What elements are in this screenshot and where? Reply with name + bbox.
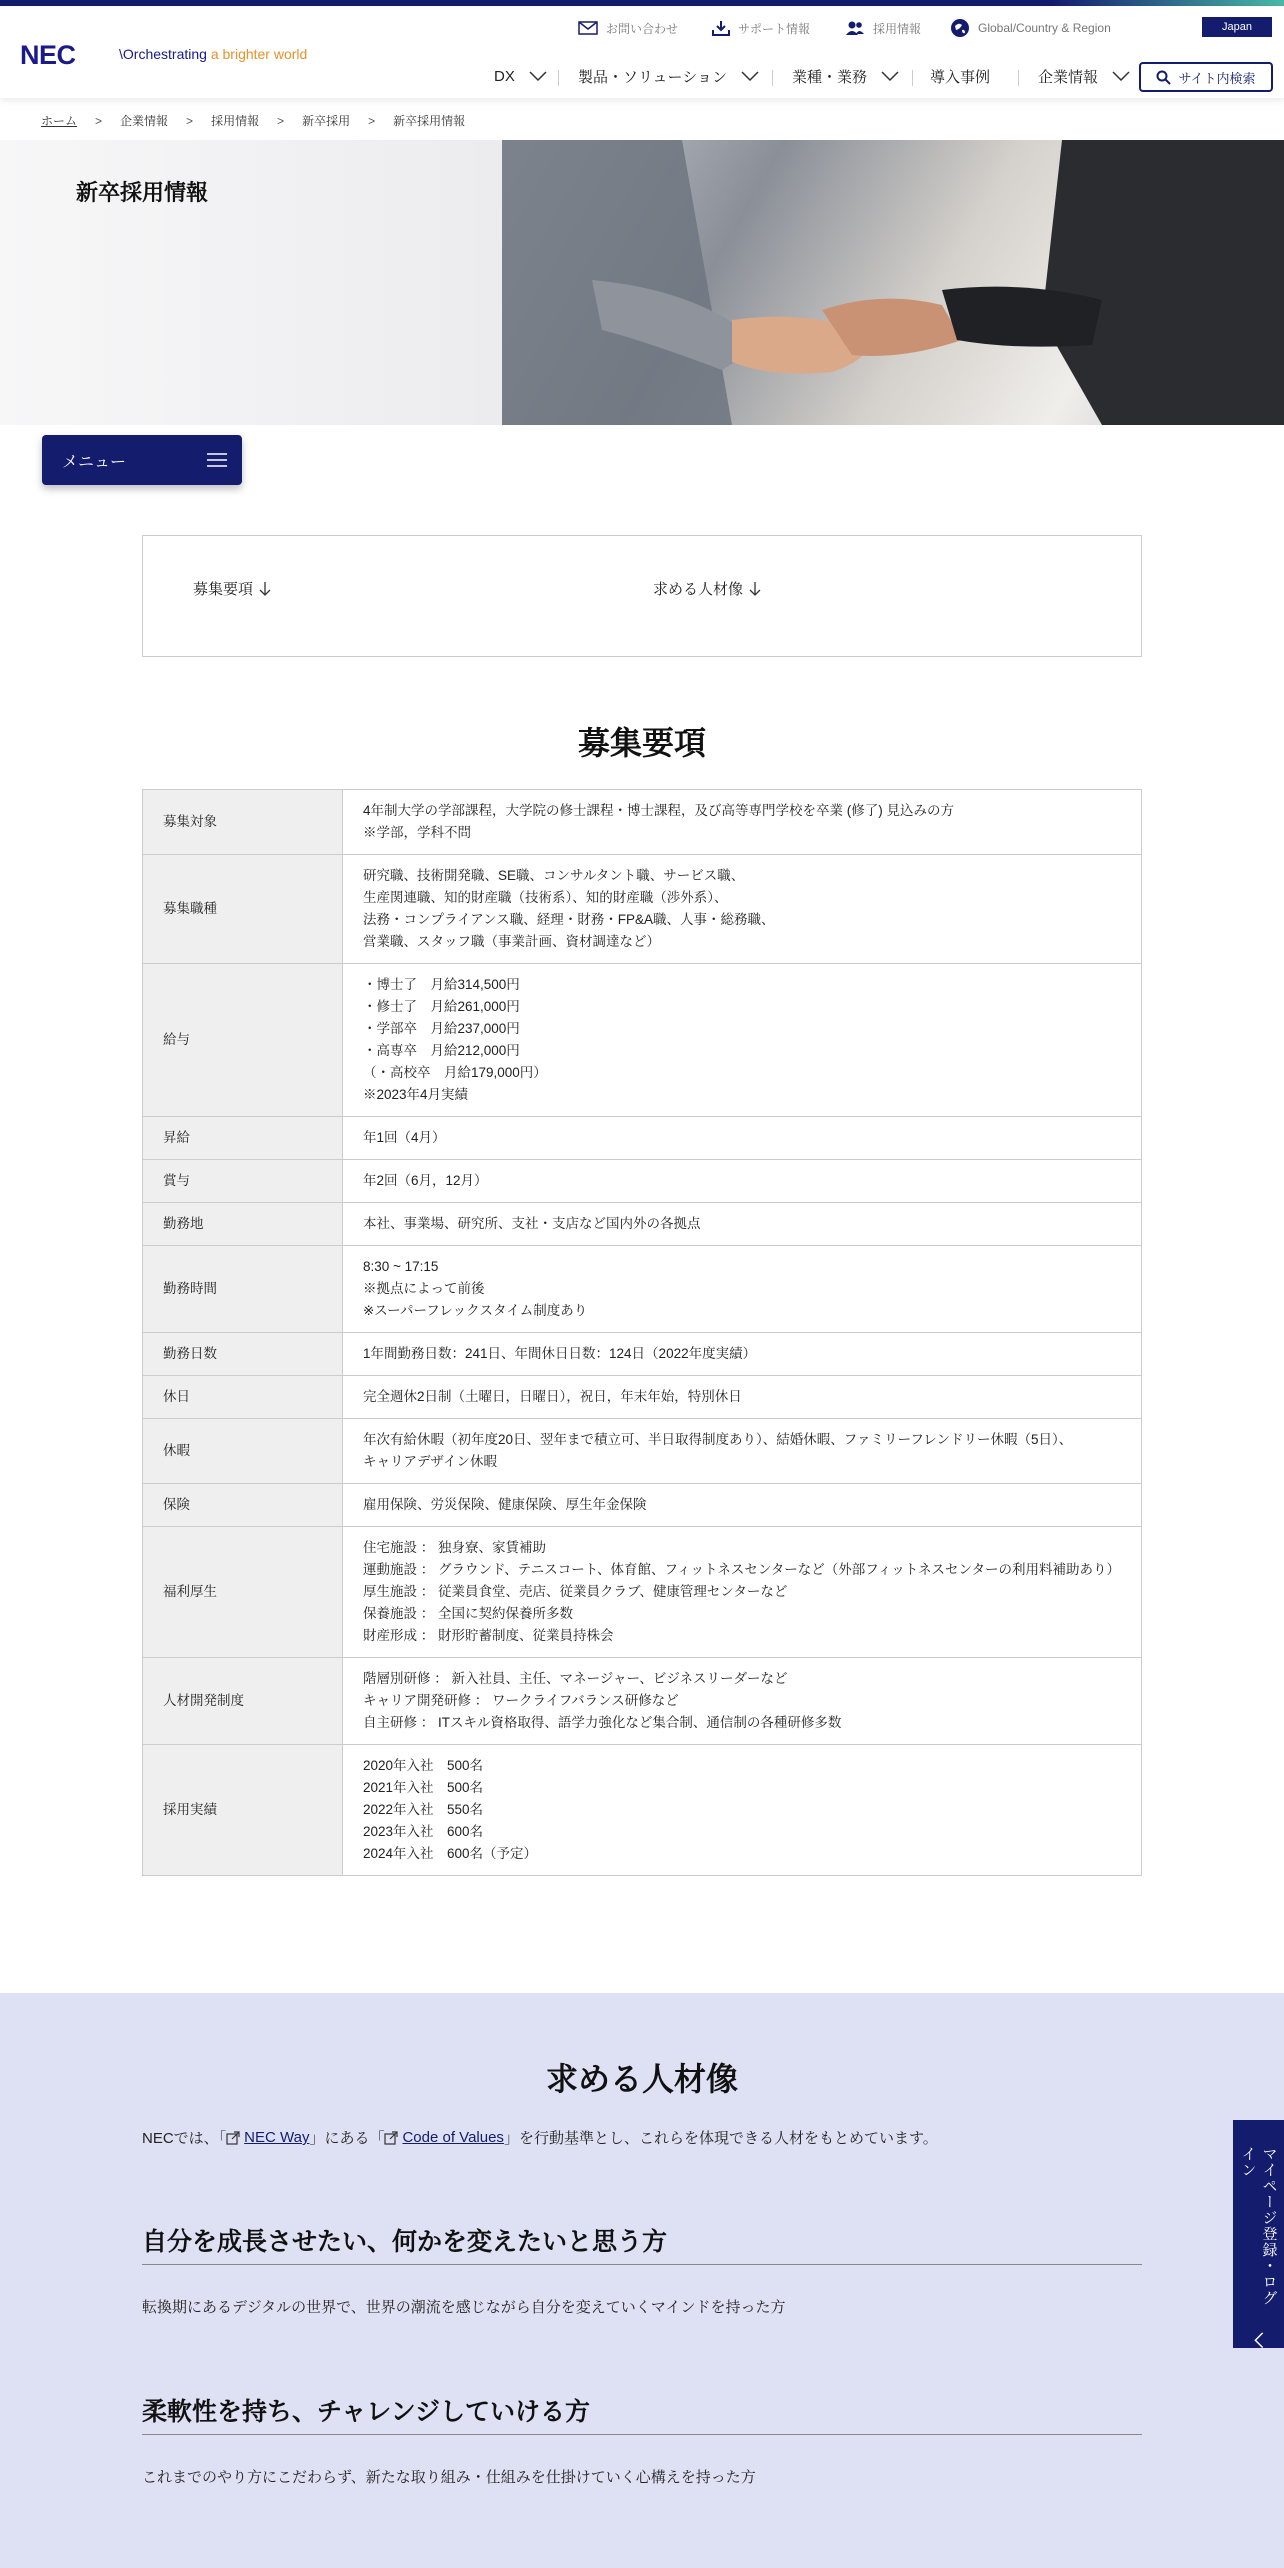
nav-dx[interactable]: [494, 62, 547, 90]
menu-button[interactable]: [42, 435, 242, 485]
nav-products-label: 製品・ソリューション: [578, 68, 727, 86]
table-row: [143, 1246, 1142, 1333]
hero-title: 新卒採用情報: [76, 180, 209, 205]
chevron-down-icon: [881, 71, 899, 81]
row-value: 研究職、技術開発職、SE職、コンサルタント職、サービス職、 生産関連職、知的財産職（技術系）、知的財産職（渉外系）、 法務・コンプライアンス職、経理・財務・FP&A職、人事・総務職、 営業職、スタッフ職（事業計画、資材調達など）: [343, 855, 1142, 964]
row-header: 賞与: [143, 1160, 343, 1203]
talent-text-flexibility: これまでのやり方にこだわらず、新たな取り組み・仕組みを仕掛けていく心構えを持った方: [142, 2469, 756, 2486]
table-row: [143, 1333, 1142, 1376]
region-japan-button[interactable]: Japan: [1202, 17, 1272, 37]
talent-text-growth: 転換期にあるデジタルの世界で、世界の潮流を感じながら自分を変えていくマインドを持った方: [142, 2299, 786, 2316]
site-header: [0, 6, 1284, 98]
breadcrumb-separator: >: [277, 113, 285, 128]
breadcrumb-separator: >: [186, 113, 194, 128]
table-row: [143, 1527, 1142, 1658]
breadcrumb: [41, 112, 465, 129]
lead-text-1: NECでは、「: [142, 2130, 227, 2147]
chevron-down-icon: [1112, 71, 1130, 81]
row-header: 採用実績: [143, 1745, 343, 1876]
row-value: 8:30 ~ 17:15 ※拠点によって前後 ※スーパーフレックスタイム制度あり: [343, 1246, 1142, 1333]
table-row: [143, 964, 1142, 1117]
recruit-label: 採用情報: [873, 21, 922, 36]
nav-cases[interactable]: [930, 62, 990, 90]
row-value: ・博士了 月給314,500円 ・修士了 月給261,000円 ・学部卒 月給237,000円 ・高専卒 月給212,000円 （・高校卒 月給179,000円） ※2023年4月実績: [343, 964, 1142, 1117]
handshake-illustration: [502, 140, 1284, 425]
breadcrumb-recruit[interactable]: 採用情報: [211, 114, 260, 128]
row-header: 保険: [143, 1484, 343, 1527]
row-header: 勤務時間: [143, 1246, 343, 1333]
breadcrumb-corporate[interactable]: 企業情報: [120, 114, 169, 128]
chevron-left-icon: [1253, 2332, 1265, 2348]
table-row: [143, 1160, 1142, 1203]
anchor-talent-label: 求める人材像: [653, 581, 744, 598]
support-link[interactable]: [712, 18, 810, 38]
lead-text-2: 」にある「: [309, 2130, 385, 2147]
row-header: 昇給: [143, 1117, 343, 1160]
table-row: [143, 790, 1142, 855]
breadcrumb-new-grad[interactable]: 新卒採用: [302, 114, 351, 128]
external-link-icon: [226, 2131, 240, 2145]
search-icon: [1156, 70, 1171, 85]
nav-divider: [912, 70, 913, 86]
recruit-link[interactable]: [845, 18, 921, 38]
code-of-values-link[interactable]: [384, 2129, 503, 2146]
brand-tagline: [119, 46, 307, 62]
row-value: 1年間勤務日数：241日、年間休日日数：124日（2022年度実績）: [343, 1333, 1142, 1376]
row-header: 給与: [143, 964, 343, 1117]
download-icon: [712, 20, 730, 36]
talent-heading-growth: 自分を成長させたい、何かを変えたいと思う方: [142, 2228, 668, 2256]
nav-corporate[interactable]: [1038, 62, 1130, 90]
talent-heading-flexibility: 柔軟性を持ち、チャレンジしていける方: [142, 2398, 591, 2426]
site-search-button[interactable]: [1139, 62, 1273, 92]
row-header: 勤務日数: [143, 1333, 343, 1376]
nec-way-label: NEC Way: [244, 2129, 310, 2146]
row-header: 募集職種: [143, 855, 343, 964]
row-header: 休日: [143, 1376, 343, 1419]
anchor-requirements-label: 募集要項: [193, 581, 254, 598]
table-row: [143, 1117, 1142, 1160]
nav-divider: [1018, 70, 1019, 86]
nec-way-link[interactable]: [226, 2129, 309, 2146]
globe-icon: [950, 18, 970, 38]
contact-link[interactable]: [578, 18, 678, 38]
row-header: 勤務地: [143, 1203, 343, 1246]
breadcrumb-separator: >: [368, 113, 376, 128]
arrow-down-icon: [749, 582, 761, 596]
row-value: 住宅施設 ： 独身寮、家賃補助 運動施設 ： グラウンド、テニスコート、体育館、フィットネスセンターなど（外部フィットネスセンターの利用料補助あり） 厚生施設 ： 従業員食堂、売店、従業員クラブ、健康管理センターなど 保養施設 ： 全国に契約保養所多数 財産形成 ： 財形貯蓄制度、従業員持株会: [343, 1527, 1142, 1658]
nec-logo[interactable]: NEC: [20, 40, 76, 70]
mypage-login-label: マイページ登録・ログイン: [1239, 2146, 1278, 2306]
hamburger-icon: [207, 452, 227, 468]
nav-divider: [772, 70, 773, 86]
row-value: 階層別研修 ： 新入社員、主任、マネージャー、ビジネスリーダーなど キャリア開発研修 ： ワークライフバランス研修など 自主研修 ： ITスキル資格取得、語学力強化など集合制、通信制の各種研修多数: [343, 1658, 1142, 1745]
breadcrumb-current: 新卒採用情報: [393, 114, 466, 128]
support-label: サポート情報: [738, 21, 811, 36]
mypage-login-tab[interactable]: [1233, 2120, 1284, 2348]
handshake-photo: [502, 140, 1284, 425]
nav-cases-label: 導入事例: [930, 68, 991, 86]
table-row: [143, 1658, 1142, 1745]
chevron-down-icon: [529, 71, 547, 81]
menu-label: メニュー: [62, 453, 127, 471]
table-row: [143, 1484, 1142, 1527]
table-row: [143, 1745, 1142, 1876]
heading-rule: [142, 2434, 1142, 2435]
row-value: 2020年入社 500名 2021年入社 500名 2022年入社 550名 2023年入社 600名 2024年入社 600名（予定）: [343, 1745, 1142, 1876]
heading-rule: [142, 2264, 1142, 2265]
arrow-down-icon: [259, 582, 271, 596]
nav-industries[interactable]: [792, 62, 899, 90]
row-header: 休暇: [143, 1419, 343, 1484]
nav-divider: [558, 70, 559, 86]
contact-label: お問い合わせ: [606, 21, 679, 36]
breadcrumb-separator: >: [95, 113, 103, 128]
chevron-down-icon: [741, 71, 759, 81]
anchor-talent[interactable]: [653, 578, 761, 599]
nav-products[interactable]: [578, 62, 759, 90]
row-header: 人材開発制度: [143, 1658, 343, 1745]
nav-corporate-label: 企業情報: [1038, 68, 1099, 86]
mail-icon: [578, 21, 598, 35]
search-label: サイト内検索: [1178, 70, 1256, 86]
tagline-accent: a brighter world: [210, 46, 308, 62]
nav-industries-label: 業種・業務: [792, 68, 868, 86]
row-value: 完全週休2日制（土曜日，日曜日），祝日，年末年始，特別休日: [343, 1376, 1142, 1419]
tagline-prefix: \Orchestrating: [119, 46, 211, 62]
nav-dx-label: DX: [494, 67, 515, 85]
table-row: [143, 1203, 1142, 1246]
table-row: [143, 855, 1142, 964]
people-icon: [845, 20, 865, 36]
page-anchor-nav: [142, 535, 1142, 657]
talent-title: 求める人材像: [545, 2061, 738, 2097]
lead-text-3: 」を行動基準とし、これらを体現できる人材をもとめています。: [503, 2130, 938, 2147]
global-label: Global/Country & Region: [978, 21, 1111, 35]
requirements-title: 募集要項: [577, 725, 706, 761]
anchor-requirements[interactable]: [193, 578, 271, 599]
row-header: 募集対象: [143, 790, 343, 855]
row-value: 4年制大学の学部課程，大学院の修士課程・博士課程，及び高等専門学校を卒業 (修了) 見込みの方 ※学部，学科不問: [343, 790, 1142, 855]
requirements-table: [142, 789, 1142, 1876]
row-header: 福利厚生: [143, 1527, 343, 1658]
global-link[interactable]: [950, 18, 1111, 38]
table-row: [143, 1419, 1142, 1484]
breadcrumb-home[interactable]: ホーム: [41, 114, 78, 128]
talent-lead: [142, 2127, 938, 2148]
external-link-icon: [384, 2131, 398, 2145]
row-value: 雇用保険、労災保険、健康保険、厚生年金保険: [343, 1484, 1142, 1527]
row-value: 本社、事業場、研究所、支社・支店など国内外の各拠点: [343, 1203, 1142, 1246]
code-of-values-label: Code of Values: [402, 2129, 504, 2146]
row-value: 年2回（6月，12月）: [343, 1160, 1142, 1203]
row-value: 年1回（4月）: [343, 1117, 1142, 1160]
row-value: 年次有給休暇（初年度20日、翌年まで積立可、半日取得制度あり）、結婚休暇、ファミリーフレンドリー休暇（5日）、 キャリアデザイン休暇: [343, 1419, 1142, 1484]
table-row: [143, 1376, 1142, 1419]
